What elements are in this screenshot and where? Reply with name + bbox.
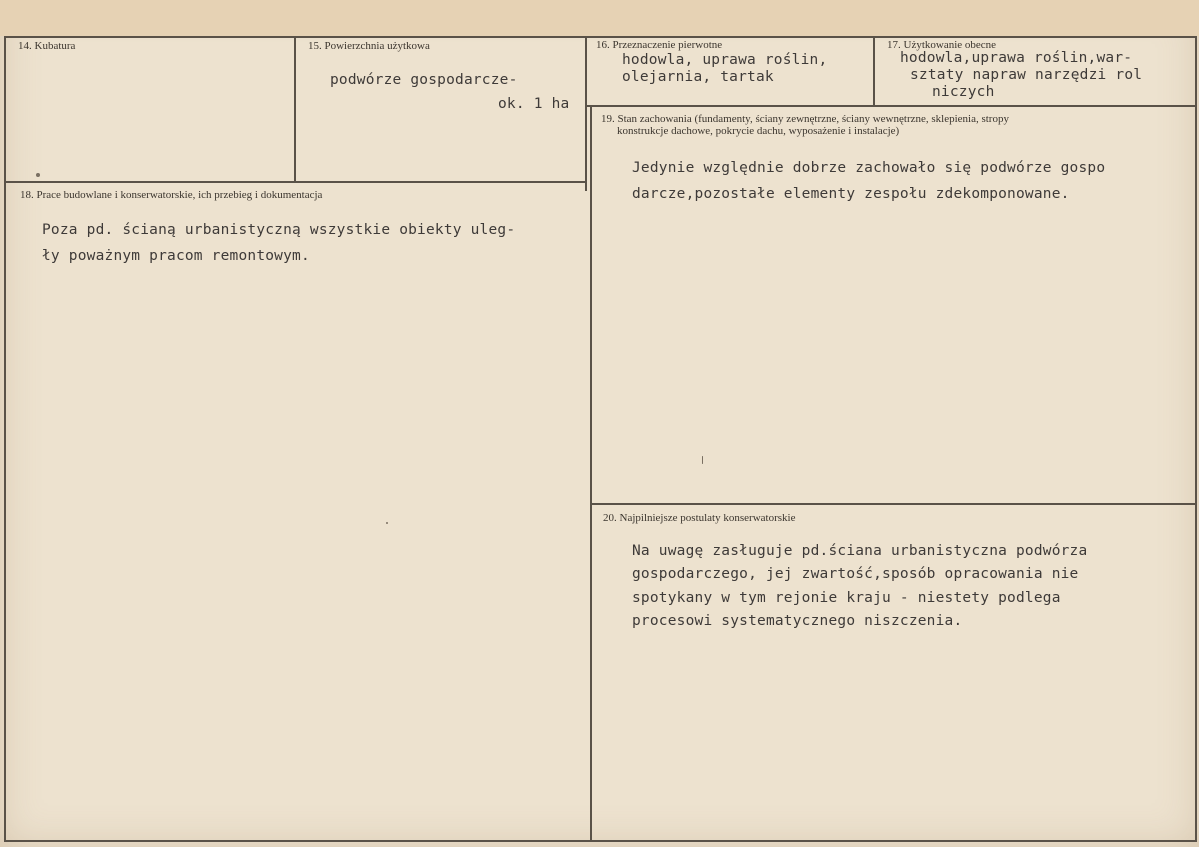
field-19-label-line-1: 19. Stan zachowania (fundamenty, ściany zewnętrzne, ściany wewnętrzne, sklepienia, stropy (601, 113, 1009, 125)
divider-14-15 (294, 36, 296, 182)
field-16-label: 16. Przeznaczenie pierwotne (596, 39, 723, 51)
divider-top-right-row (587, 105, 1197, 107)
field-18-line-2: ły poważnym pracom remontowym. (42, 248, 310, 264)
field-17-label: 17. Użytkowanie obecne (887, 39, 997, 51)
frame-right-line (1195, 36, 1197, 842)
field-18-label: 18. Prace budowlane i konserwatorskie, ich przebieg i dokumentacja (20, 189, 323, 201)
divider-center-lower (590, 106, 592, 840)
field-20-line-1: Na uwagę zasługuje pd.ściana urbanistyczna podwórza (632, 543, 1088, 559)
frame-bottom-line (4, 840, 1197, 842)
field-15-line-2: ok. 1 ha (498, 96, 570, 112)
field-16-line-1: hodowla, uprawa roślin, (622, 52, 828, 68)
field-20-label: 20. Najpilniejsze postulaty konserwatorskie (603, 512, 796, 524)
field-19-label-line-2: konstrukcje dachowe, pokrycie dachu, wyposażenie i instalacje) (617, 125, 900, 137)
field-15-line-1: podwórze gospodarcze- (330, 72, 518, 88)
field-20-line-2: gospodarczego, jej zwartość,sposób opracowania nie (632, 566, 1079, 582)
divider-center (585, 36, 587, 191)
frame-top-line (4, 36, 1197, 38)
frame-left-line (4, 36, 6, 842)
divider-16-17 (873, 36, 875, 106)
divider-19-20 (590, 503, 1197, 505)
field-16-line-2: olejarnia, tartak (622, 69, 774, 85)
card-top-edge (0, 0, 1199, 36)
field-17-line-3: niczych (932, 84, 995, 100)
paper-speck (36, 173, 40, 177)
field-19-line-1: Jedynie względnie dobrze zachowało się podwórze gospo (632, 160, 1106, 176)
paper-speck (702, 456, 703, 464)
divider-left-row (4, 181, 587, 183)
field-14-label: 14. Kubatura (18, 40, 76, 52)
field-17-line-1: hodowla,uprawa roślin,war- (900, 50, 1133, 66)
field-20-line-4: procesowi systematycznego niszczenia. (632, 613, 963, 629)
field-19-line-2: darcze,pozostałe elementy zespołu zdekomponowane. (632, 186, 1070, 202)
field-17-line-2: sztaty napraw narzędzi rol (910, 67, 1143, 83)
field-20-line-3: spotykany w tym rejonie kraju - niestety podlega (632, 590, 1061, 606)
field-18-line-1: Poza pd. ścianą urbanistyczną wszystkie obiekty uleg- (42, 222, 516, 238)
field-15-label: 15. Powierzchnia użytkowa (308, 40, 430, 52)
paper-speck (386, 522, 388, 524)
